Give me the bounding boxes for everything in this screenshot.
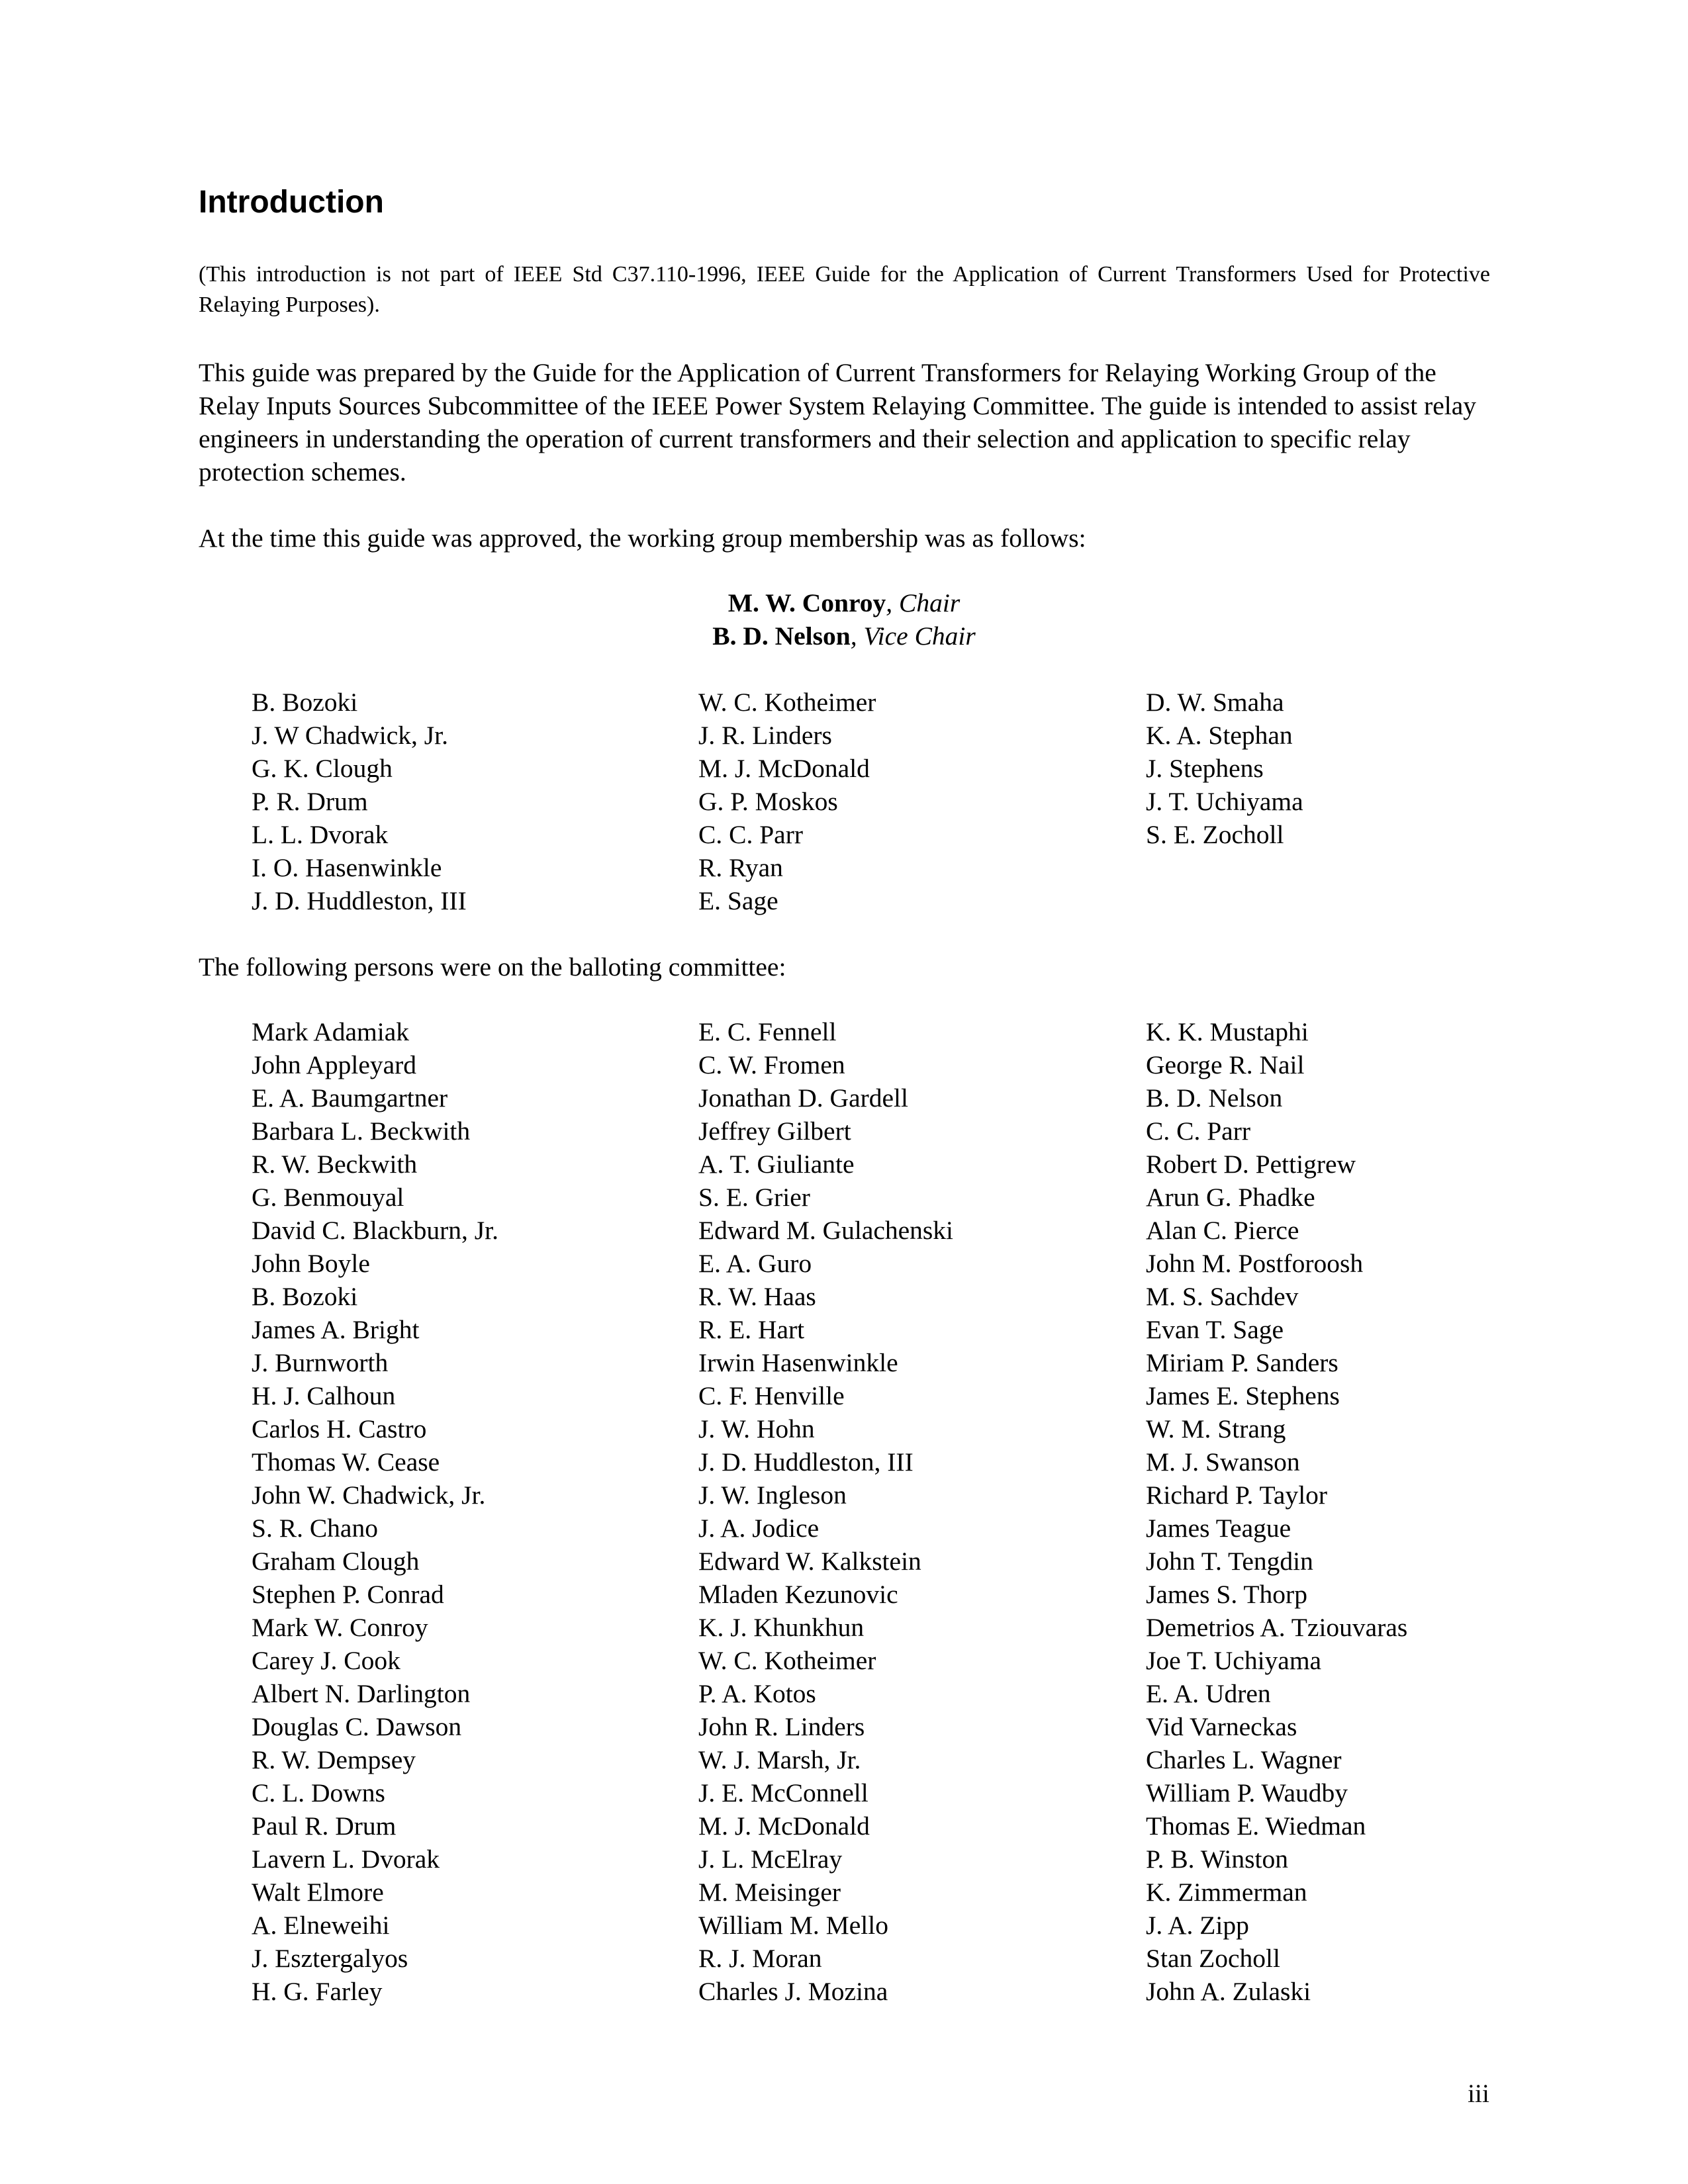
member-name: L. L. Dvorak [252,820,389,849]
member-name: Mark W. Conroy [252,1613,428,1642]
member-name: Thomas W. Cease [252,1447,440,1477]
member-name: E. Sage [698,886,778,915]
member-name: John Appleyard [252,1050,417,1079]
member-name: James S. Thorp [1146,1580,1307,1609]
member-name: P. A. Kotos [698,1679,816,1708]
member-name: J. Esztergalyos [252,1944,408,1973]
member-name: James E. Stephens [1146,1381,1340,1410]
member-name: James A. Bright [252,1315,420,1344]
member-name: Edward M. Gulachenski [698,1216,954,1245]
intro-paragraph: This guide was prepared by the Guide for the Application of Current Transformers for Relaying Working Group of the Relay Inputs Sources Subcommittee of the IEEE Power System Relaying Committee. The guide is intended to assist relay engineers in understanding the operation of current transformers and their selection and application to specific relay protection schemes. [199,358,1477,486]
member-name: B. D. Nelson [1146,1083,1283,1113]
chairs-block [0,586,1688,653]
working-group-column-3 [1146,686,1303,851]
vice-chair-name: B. D. Nelson [712,621,851,651]
member-name: J. L. McElray [698,1844,843,1874]
member-name: K. A. Stephan [1146,721,1293,750]
member-name: E. A. Udren [1146,1679,1271,1708]
member-name: Jeffrey Gilbert [698,1116,851,1146]
member-name: K. K. Mustaphi [1146,1017,1309,1046]
member-name: C. W. Fromen [698,1050,845,1079]
member-name: John T. Tengdin [1146,1547,1313,1576]
member-name: J. W. Ingleson [698,1480,847,1510]
member-name: A. T. Giuliante [698,1150,855,1179]
member-name: W. M. Strang [1146,1414,1286,1443]
member-name: J. R. Linders [698,721,832,750]
member-name: J. W. Hohn [698,1414,815,1443]
member-name: H. J. Calhoun [252,1381,396,1410]
member-name: J. W Chadwick, Jr. [252,721,448,750]
member-name: John W. Chadwick, Jr. [252,1480,486,1510]
working-group-column-2 [698,686,876,917]
member-name: Walt Elmore [252,1878,384,1907]
chair-name: M. W. Conroy [727,588,886,617]
member-name: Carlos H. Castro [252,1414,427,1443]
member-name: B. Bozoki [252,688,358,717]
member-name: Richard P. Taylor [1146,1480,1328,1510]
member-name: I. O. Hasenwinkle [252,853,442,882]
member-name: John M. Postforoosh [1146,1249,1364,1278]
member-name: A. Elneweihi [252,1911,390,1940]
member-name: John R. Linders [698,1712,865,1741]
balloting-column-1 [252,1015,498,2008]
member-name: B. Bozoki [252,1282,358,1311]
member-name: K. J. Khunkhun [698,1613,865,1642]
member-name: R. J. Moran [698,1944,822,1973]
member-name: R. E. Hart [698,1315,805,1344]
member-name: Vid Varneckas [1146,1712,1297,1741]
member-name: Evan T. Sage [1146,1315,1284,1344]
balloting-column-2 [698,1015,953,2008]
member-name: M. J. McDonald [698,1811,870,1841]
member-name: Douglas C. Dawson [252,1712,462,1741]
member-name: J. T. Uchiyama [1146,787,1303,816]
member-name: E. C. Fennell [698,1017,837,1046]
vice-chair-line [0,619,1688,653]
member-name: R. W. Dempsey [252,1745,416,1774]
member-name: Irwin Hasenwinkle [698,1348,898,1377]
member-name: G. Benmouyal [252,1183,404,1212]
member-name: J. D. Huddleston, III [698,1447,914,1477]
member-name: John A. Zulaski [1146,1977,1311,2006]
member-name: J. E. McConnell [698,1778,868,1807]
member-name: G. P. Moskos [698,787,838,816]
member-name: Robert D. Pettigrew [1146,1150,1356,1179]
introduction-note: (This introduction is not part of IEEE Std C37.110-1996, IEEE Guide for the Application of Current Transformers Used for Protective Relaying Purposes). [199,262,1490,317]
member-name: John Boyle [252,1249,370,1278]
member-name: J. D. Huddleston, III [252,886,467,915]
member-name: Mladen Kezunovic [698,1580,898,1609]
member-name: W. C. Kotheimer [698,688,876,717]
member-name: Charles L. Wagner [1146,1745,1342,1774]
balloting-column-3 [1146,1015,1407,2008]
member-name: W. C. Kotheimer [698,1646,876,1675]
member-name: J. Stephens [1146,754,1264,783]
vice-chair-role: , Vice Chair [850,621,976,651]
member-name: R. W. Haas [698,1282,816,1311]
member-name: Carey J. Cook [252,1646,400,1675]
section-heading: Introduction [199,185,384,220]
member-name: E. A. Guro [698,1249,812,1278]
member-name: C. C. Parr [698,820,803,849]
member-name: Albert N. Darlington [252,1679,471,1708]
member-name: S. E. Grier [698,1183,810,1212]
member-name: George R. Nail [1146,1050,1305,1079]
member-name: E. A. Baumgartner [252,1083,448,1113]
member-name: S. R. Chano [252,1514,378,1543]
member-name: R. Ryan [698,853,783,882]
member-name: Edward W. Kalkstein [698,1547,921,1576]
member-name: Stan Zocholl [1146,1944,1280,1973]
member-name: C. L. Downs [252,1778,385,1807]
member-name: J. A. Zipp [1146,1911,1249,1940]
balloting-intro: The following persons were on the balloting committee: [199,952,786,981]
member-name: J. A. Jodice [698,1514,820,1543]
chair-line [0,586,1688,619]
working-group-column-1 [252,686,467,917]
member-name: Charles J. Mozina [698,1977,888,2006]
member-name: P. B. Winston [1146,1844,1288,1874]
member-name: William M. Mello [698,1911,888,1940]
member-name: Joe T. Uchiyama [1146,1646,1322,1675]
membership-intro: At the time this guide was approved, the working group membership was as follows: [199,523,1086,553]
member-name: D. W. Smaha [1146,688,1284,717]
member-name: Lavern L. Dvorak [252,1844,440,1874]
member-name: W. J. Marsh, Jr. [698,1745,861,1774]
member-name: Stephen P. Conrad [252,1580,444,1609]
member-name: Demetrios A. Tziouvaras [1146,1613,1408,1642]
member-name: M. J. McDonald [698,754,870,783]
member-name: M. Meisinger [698,1878,841,1907]
member-name: R. W. Beckwith [252,1150,418,1179]
member-name: K. Zimmerman [1146,1878,1307,1907]
page-number: iii [1468,2079,1489,2108]
member-name: H. G. Farley [252,1977,383,2006]
member-name: C. C. Parr [1146,1116,1250,1146]
member-name: Graham Clough [252,1547,420,1576]
member-name: James Teague [1146,1514,1291,1543]
member-name: M. S. Sachdev [1146,1282,1299,1311]
chair-role: , Chair [886,588,961,617]
member-name: William P. Waudby [1146,1778,1348,1807]
member-name: C. F. Henville [698,1381,845,1410]
member-name: Alan C. Pierce [1146,1216,1299,1245]
member-name: J. Burnworth [252,1348,389,1377]
member-name: G. K. Clough [252,754,393,783]
member-name: M. J. Swanson [1146,1447,1300,1477]
member-name: P. R. Drum [252,787,368,816]
member-name: Barbara L. Beckwith [252,1116,471,1146]
member-name: David C. Blackburn, Jr. [252,1216,499,1245]
member-name: Paul R. Drum [252,1811,397,1841]
member-name: Miriam P. Sanders [1146,1348,1338,1377]
member-name: Thomas E. Wiedman [1146,1811,1366,1841]
member-name: Jonathan D. Gardell [698,1083,909,1113]
member-name: S. E. Zocholl [1146,820,1284,849]
member-name: Arun G. Phadke [1146,1183,1315,1212]
member-name: Mark Adamiak [252,1017,410,1046]
